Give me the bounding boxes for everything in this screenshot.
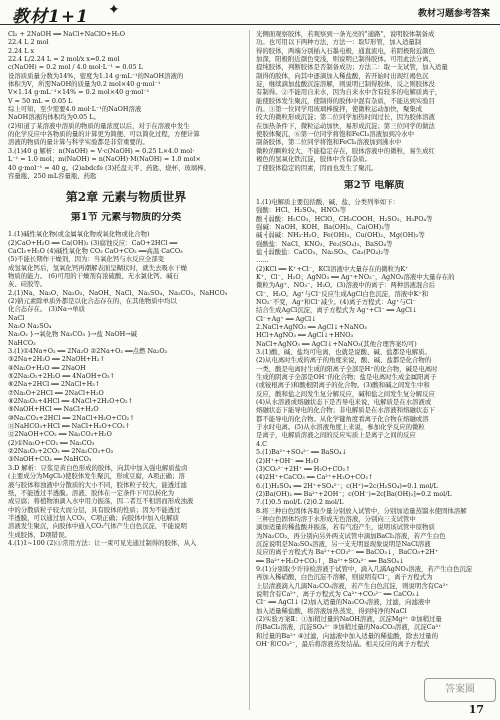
text-line: 生成的阴离子全部是OH⁻的化合物；盐是电离时生成金属阳离子 bbox=[256, 373, 437, 382]
text-line: 微粒为Ag⁺、NO₃⁻、H₂O。(3)溶液中的离子：两种溶液混合后 bbox=[256, 281, 436, 290]
text-line: 1.(1)碱性氧化物(或金属氧化物或氧化物或化合物) bbox=[8, 230, 150, 239]
text-line: 半透膜，可以通过加入CO₂，C项正确；向胶体中加入电解质 bbox=[8, 513, 179, 522]
text-line: (2)知道了某溶液中溶质的物质的量浓度以后，对于在溶液中发生 bbox=[8, 121, 190, 130]
text-line: 9.(1)分别取少许待检溶液于试管中，滴入几滴AgNO₃溶液，若产生白色沉淀 bbox=[256, 564, 473, 573]
text-line: V ≈ 50 mL = 0.05 L bbox=[8, 96, 73, 105]
text-line: OH⁻和CO₃²⁻，最后将溶液蒸发结晶。相关反应的离子方程式 bbox=[256, 640, 430, 649]
text-line: 加入适量稀盐酸，将溶液加热蒸发，得到纯净的NaCl bbox=[256, 606, 407, 615]
text-line: 滴加适量的稀盐酸并振荡，若有气泡产生，说明该试管中原物质 bbox=[256, 523, 435, 532]
text-line: 酸 ┤弱酸：H₂CO₃、HClO、CH₃COOH、H₂SO₃、H₃PO₄等 bbox=[256, 214, 433, 223]
text-line: 4.(1)1~100 (2)①常用方法：让一束可见光通过制得的胶体，从入 bbox=[8, 538, 197, 547]
text-line: (2)H⁺+OH⁻ ══ H₂O bbox=[256, 456, 319, 465]
sparkle-icon: ✦ bbox=[108, 2, 120, 18]
text-line: 6.(1)H₂SO₄ ══ 2H⁺+SO₄²⁻；c(H⁺)=2c(H₂SO₄)=0.1 mol/L bbox=[256, 481, 438, 490]
text-line: 微粒的颗粒较大，不能稳定存在，胶体溶液中的微粒，易生成红 bbox=[256, 146, 435, 155]
text-line: ⑥2Na+2HCl ══ 2NaCl+H₂↑ bbox=[8, 380, 101, 389]
text-line: 碱 ┤弱碱：NH₃·H₂O、Fe(OH)₃、Cu(OH)₂、Mg(OH)₂等 bbox=[256, 231, 425, 240]
left-text-block-1 bbox=[8, 30, 244, 180]
text-line: 提纯胶体，判断胶体是否制备成功；方法二：取一支试管，加入适量 bbox=[256, 63, 448, 72]
text-line: 盐 ┤弱酸盐：CaCO₃、Na₂SO₃、Ca₃(PO₄)₂等 bbox=[256, 247, 390, 256]
text-line: 5.(1)Ba²⁺+SO₄²⁻ ══ BaSO₄↓ bbox=[256, 448, 347, 457]
column-divider bbox=[249, 30, 250, 710]
text-line: 的BaCl₂溶液，沉淀SO₄²⁻ ③加稍过量的Na₂CO₃溶液，沉淀Ca²⁺ bbox=[256, 623, 442, 632]
text-line: 熔融状态下能导电的化合物；非电解质是在水溶液和熔融状态下 bbox=[256, 406, 435, 415]
text-line: 22.4 L 2 mol bbox=[8, 38, 49, 47]
text-line: (2)从电离时生成的离子的角度来说，酸、碱、盐都是化合物的 bbox=[256, 356, 432, 365]
text-line: 1.(1)电解质主要包括酸、碱、盐、分类列举如下： bbox=[256, 197, 399, 206]
text-line: 了使胶体稳定的因素，因而也发生了聚沉。 bbox=[256, 163, 378, 172]
text-line: (2)CaO+H₂O ══ Ca(OH)₂ (3)腐蚀反应：CaO+2HCl ══ bbox=[8, 238, 178, 247]
text-line: (2)钠元素除单质外都是以化合态存在的，在其他物质中均以 bbox=[8, 296, 177, 305]
text-line: 说明含有Ca²⁺，离子方程式为 Ca²⁺+CO₃²⁻ ══ CaCO₃↓ bbox=[256, 590, 421, 598]
text-line: 3.(1)40 g 解析：n(NaOH) = V·c(NaOH) = 0.25 L×4.0 mol· bbox=[8, 146, 195, 155]
text-line: (2)实验方案Ⅱ：①加稍过量的NaOH溶液，沉淀Mg²⁺ ②加稍过量 bbox=[256, 615, 442, 624]
text-line: 制得的胶体，向其中逐滴加入稀盐酸，若开始时出现红褐色沉 bbox=[256, 71, 429, 80]
text-line: 是离子，电解质溶液之间的反应实质上是离子之间的反应 bbox=[256, 431, 416, 440]
text-line: ⑧2Na₂O₂+4HCl ══ 4NaCl+2H₂O+O₂↑ bbox=[8, 397, 133, 406]
right-text-block-1 bbox=[256, 30, 492, 172]
text-line: 3.D 解析：豆浆是黄白色形成的胶体，向其中加入强电解质盐卤 bbox=[8, 463, 188, 472]
text-line: 成氢氧化钙后，氢氧化钙再潮解表面呈糊状时，就失去吸水干燥 bbox=[8, 263, 187, 272]
text-line: 使胶体聚沉，⑥第一位同学将饱和FeCl₃溶液加到冷水中 bbox=[256, 130, 414, 139]
text-line: Cl⁻+Ag⁺ ══ AgCl↓ bbox=[256, 314, 317, 323]
left-column bbox=[8, 30, 244, 547]
text-line: 较大的微粒形成沉淀；第二位同学加热时间过长，因为胶体溶液 bbox=[256, 113, 435, 122]
text-line: c(NaOH) = 0.2 mol / 4.0 mol·L⁻¹ = 0.05 L bbox=[8, 63, 143, 72]
text-line: 化合态存在。 (3)Na→单质 bbox=[8, 305, 85, 314]
text-line: 结合生成AgCl沉淀，离子方程式为 Ag⁺+Cl⁻ ══ AgCl↓ bbox=[256, 306, 418, 315]
text-line: (3)CO₃²⁻+2H⁺ ══ H₂O+CO₂↑ bbox=[256, 464, 351, 473]
text-line: 液与胶体和浊液中分散质的大小不同，胶体粒子较大，能透过滤 bbox=[8, 480, 187, 489]
page-number: 17 bbox=[468, 703, 484, 716]
text-line: (5)不能长期作干燥剂，因为：当氧化钙与水反应全部变 bbox=[8, 255, 165, 264]
text-line: (主要成分为MgCl₂)使胶体发生聚沉，形成豆腐，A项正确；溶 bbox=[8, 472, 185, 481]
text-line: 强碱：NaOH、KOH、Ba(OH)₂、Ca(OH)₂等 bbox=[256, 222, 391, 231]
text-line: 有制得。②不能用自来水，因为自来水中含有较多的电解质离子， bbox=[256, 88, 442, 97]
text-line: 在加热条件下，微粒运动加快，易形成沉淀；第三位同学的做法 bbox=[256, 121, 435, 130]
text-line: 成豆腐；将植物油滴入水中用力振荡，因二者互不相溶而形成浊液 bbox=[8, 497, 194, 506]
text-line: Cl⁻、H₂O。Ag⁺与Cl⁻反应生成AgCl白色沉淀，溶液中K⁺和 bbox=[256, 289, 429, 298]
text-line: ⑪NaHCO₃+HCl ══ NaCl+H₂O+CO₂↑ bbox=[8, 422, 131, 431]
text-line: 再加入稀硝酸，白色沉淀不溶解，则说明有Cl⁻，离子方程式为 bbox=[256, 573, 433, 582]
right-text-block-2 bbox=[256, 198, 492, 649]
text-line: ⑤2Na₂O₂+2H₂O ══ 4NaOH+O₂↑ bbox=[8, 372, 115, 381]
section-title: 第1节 元素与物质的分类 bbox=[70, 212, 182, 224]
text-line: 灰、硅胶等。 bbox=[8, 280, 47, 289]
text-line: K⁺、Cl⁻、H₂O；AgNO₃ ══ Ag⁺+NO₃⁻，AgNO₃溶液中大量存在的 bbox=[256, 272, 455, 281]
text-line: 溶液的物质的量计算与科学实验都是非常重要的。 bbox=[8, 138, 149, 147]
text-line: NaCl bbox=[8, 313, 25, 322]
right-column bbox=[256, 30, 492, 648]
text-line: Na₂O₂ }→氧化物 Na₂CO₃ }→盐 NaOH→碱 bbox=[8, 330, 137, 339]
text-line: (2)Ba(OH)₂ ══ Ba²⁺+2OH⁻；c(OH⁻)=2c[Ba(OH)₂]=0.2 mol/L bbox=[256, 489, 452, 498]
text-line: …… bbox=[256, 256, 269, 265]
text-line: CaCl₂+H₂O (4)碱性氧化物 CO₂ CaO+CO₂ ══高温 CaCO₃ bbox=[8, 246, 183, 255]
text-line: 生成胶体，D项错误。 bbox=[8, 530, 71, 539]
text-line: 能使胶体发生聚沉，使制得的胶体中混有杂质，不能达到实验目 bbox=[256, 96, 435, 105]
text-line: 40 g·mol⁻¹ = 40 g。(2)abdcfe (3)托盘天平、药匙、烧杯、玻璃棒、 bbox=[8, 163, 210, 172]
text-line: 容量瓶、250 mL容量瓶、药匙 bbox=[8, 171, 97, 180]
text-line: 8.将三种白色固体各取少量分别放入试管中，分别加适量蒸馏水使固体溶解 bbox=[256, 506, 467, 515]
chapter-title: 第2章 元素与物质世界 bbox=[65, 190, 187, 205]
text-line: 中的分散质粒子较大而分层，具有胶体的性质；因为不能透过 bbox=[8, 505, 181, 514]
text-line: 2.NaCl+AgNO₃ ══ AgCl↓+NaNO₃ bbox=[256, 323, 367, 331]
text-line: 4.C bbox=[256, 439, 267, 448]
text-line: 淀，继续滴加盐酸沉淀溶解，则说明已制得胶体，反之则胶体没 bbox=[256, 80, 435, 89]
text-line: HCl+AgNO₃ ══ AgCl↓+HNO₃ bbox=[256, 331, 354, 340]
text-line: ⑩Na₂CO₃+2HCl ══ 2NaCl+H₂O+CO₂↑ bbox=[8, 413, 135, 422]
right-section-title: 第2节 电解质 bbox=[343, 179, 405, 191]
text-line: ③NaOH+CO₂ ══ NaHCO₃ bbox=[8, 455, 92, 464]
text-line: 2.(1)Na、Na₂O、Na₂O₂、NaOH、NaCl、Na₂SO₄、Na₂CO₃、NaHCO₃ bbox=[8, 288, 228, 297]
text-line: Cl⁻ ══ AgCl↓ (2)加入适量的Na₂CO₃溶液，过滤，向滤液中 bbox=[256, 598, 431, 607]
text-line: 一类，酸是电离时生成的阳离子全部是H⁺的化合物，碱是电离时 bbox=[256, 364, 438, 373]
text-line: (4)2H⁺+CaCO₃ ══ Ca²⁺+H₂O+CO₂↑ bbox=[256, 473, 374, 482]
text-line: 的化学反应中各物质的量的计算更为简便、可以简化过程，方便计算 bbox=[8, 130, 200, 139]
text-line: 纸，不能透过半透膜。溶液、胶体在一定条件下可以转化为 bbox=[8, 488, 175, 497]
text-line: 2.24 L x bbox=[8, 46, 35, 55]
text-line: 都不能导电的化合物。从化学键角度看离子化合物在熔融或溶 bbox=[256, 414, 429, 423]
text-line: ⑫2NaOH+CO₂ ══ Na₂CO₃+H₂O bbox=[8, 430, 112, 439]
text-line: 溶液发生聚沉，向胶体中通入CO₂气体产生白色沉淀，不能说明 bbox=[8, 522, 187, 531]
text-line: V×1.14 g·mL⁻¹×14% = 0.2 mol×40 g·mol⁻¹ bbox=[8, 88, 150, 97]
text-line: 的。③第一位同学用玻璃棒搅拌，使微粒运动加快，聚集成 bbox=[256, 105, 423, 114]
text-line: ⑨NaOH+HCl ══ NaCl+H₂O bbox=[8, 405, 99, 414]
text-line: 为Na₂CO₃，再分别向另外两支试管中滴加BaCl₂溶液，若产生白色 bbox=[256, 531, 446, 540]
page-header bbox=[0, 0, 500, 25]
text-line: Na₂O Na₂SO₄ bbox=[8, 321, 52, 330]
text-line: 反应的离子方程式为 Ba²⁺+CO₃²⁻ ══ BaCO₃↓，BaCO₃+2H⁺ bbox=[256, 548, 439, 557]
text-line: 综上可知，至少需要4.0 mol·L⁻¹的NaOH溶液 bbox=[8, 105, 142, 114]
text-line: L⁻¹ = 1.0 mol；m(NaOH) = n(NaOH)·M(NaOH) = 1.0 mol× bbox=[8, 155, 201, 164]
brand-logo: 教材1+1 bbox=[12, 7, 89, 27]
text-line: (4)从水溶液或熔融状态下是否导电来说，电解质是在水溶液或 bbox=[256, 398, 432, 407]
text-line: 7.(1)0.5 mol/L (2)0.2 mol/L bbox=[256, 498, 344, 507]
text-line: 物质的能力。 (6)可用的干燥剂有浓硫酸、无水氯化钙、碱石 bbox=[8, 271, 179, 280]
text-line: 加深，阳极附近颜色变浅，则说明已制得胶体。可用此法分离、 bbox=[256, 55, 435, 64]
watermark-logo: 答案圈 bbox=[424, 678, 496, 702]
text-line: ④Na₂O+H₂O ══ 2NaOH bbox=[8, 363, 86, 372]
text-line: 功。也可用以下两种方法，方法一：取U形管，加入适量制 bbox=[256, 38, 422, 47]
text-line: NaOH溶液的体积均为0.05 L。 bbox=[8, 113, 100, 122]
text-line: 和过量的Ba²⁺ ④过滤，向滤液中加入适量的稀盐酸，除去过量的 bbox=[256, 631, 438, 640]
text-line: ②2Na₂O₂+2CO₂ ══ 2Na₂CO₃+O₂ bbox=[8, 447, 114, 456]
text-line: 3.(1)①4Na+O₂ ══ 2Na₂O ②2Na+O₂ ══点燃 Na₂O₂ bbox=[8, 347, 168, 355]
text-line: NaHCO₃ bbox=[8, 338, 36, 347]
text-line: 得的胶体，两端分别插入石墨电极，通直流电，若阴极附近颜色 bbox=[256, 46, 435, 55]
text-line: 三种白色固体均溶于水形成无色溶液，分别向三支试管中 bbox=[256, 514, 416, 523]
text-line: 褐色的氢氧化铁沉淀，胶体中含有杂质。 bbox=[256, 155, 372, 164]
text-line: (或铵根离子)和酸根阴离子的化合物。(3)酸和碱之间发生中和 bbox=[256, 381, 430, 390]
text-line: ══ Ba²⁺+H₂O+CO₂↑，Ba²⁺+SO₄²⁻ ══ BaSO₄↓ bbox=[256, 556, 405, 565]
text-line: 上层清液滴入几滴Na₂CO₃溶液，若产生白色沉淀，则说明含有Ca²⁺ bbox=[256, 581, 449, 590]
text-line: 3.(1)酸、碱、盐均可电离，也就是说酸、碱、盐都是电解质。 bbox=[256, 348, 431, 357]
text-line: (2)KCl ══ K⁺+Cl⁻，KCl溶液中大量存在的微粒为K⁺ bbox=[256, 264, 409, 273]
left-text-block-2 bbox=[8, 230, 244, 547]
text-line: (2)①Na₂O+CO₂ ══ Na₂CO₃ bbox=[8, 438, 95, 447]
text-line: 沉淀说明是Na₂SO₄溶液，另一支无明显现象说明是NaCl溶液 bbox=[256, 539, 431, 548]
text-line: NaCl+AgNO₃ ══ AgCl↓+NaNO₃(其他合理答案均可) bbox=[256, 339, 417, 348]
text-line: NO₃⁻不变，Ag⁺和Cl⁻减少。(4)离子方程式：Ag⁺与Cl⁻ bbox=[256, 297, 417, 306]
header-title: 教材习题参考答案 bbox=[417, 9, 490, 19]
text-line: Cl₂ + 2NaOH ══ NaCl+NaClO+H₂O bbox=[8, 30, 125, 38]
text-line: 22.4 L/2.24 L = 2 mol/x x=0.2 mol bbox=[8, 55, 120, 64]
text-line: 反应，酸和盐之间发生复分解反应，碱和盐之间发生复分解反应 bbox=[256, 389, 435, 398]
text-line: 强酸：HCl、H₂SO₄、HNO₃等 bbox=[256, 206, 347, 215]
text-line: 设溶质质量分数为14%，密度为1.14 g·mL⁻¹的NaOH溶液的 bbox=[8, 71, 184, 80]
text-line: 体积为V，所需NaOH的质量为0.2 mol×40 g·mol⁻¹ bbox=[8, 80, 161, 89]
text-line: 强酸盐：NaCl、KNO₃、Fe₂(SO₄)₃、BaSO₄等 bbox=[256, 239, 393, 248]
text-line: ⑦Na₂O+2HCl ══ 2NaCl+H₂O bbox=[8, 388, 104, 397]
text-line: 于水时电离。(5)从水溶液角度上来说，参加化学反应的微粒 bbox=[256, 423, 425, 432]
text-line: ③2Na+2H₂O ══ 2NaOH+H₂↑ bbox=[8, 355, 105, 364]
text-line: 制备胶体，第二位同学将饱和FeCl₃溶液加到沸水中 bbox=[256, 138, 402, 147]
text-line: 光侧面观察胶体，若观察到一条光亮的"通路"，说明胶体制备成 bbox=[256, 30, 435, 38]
